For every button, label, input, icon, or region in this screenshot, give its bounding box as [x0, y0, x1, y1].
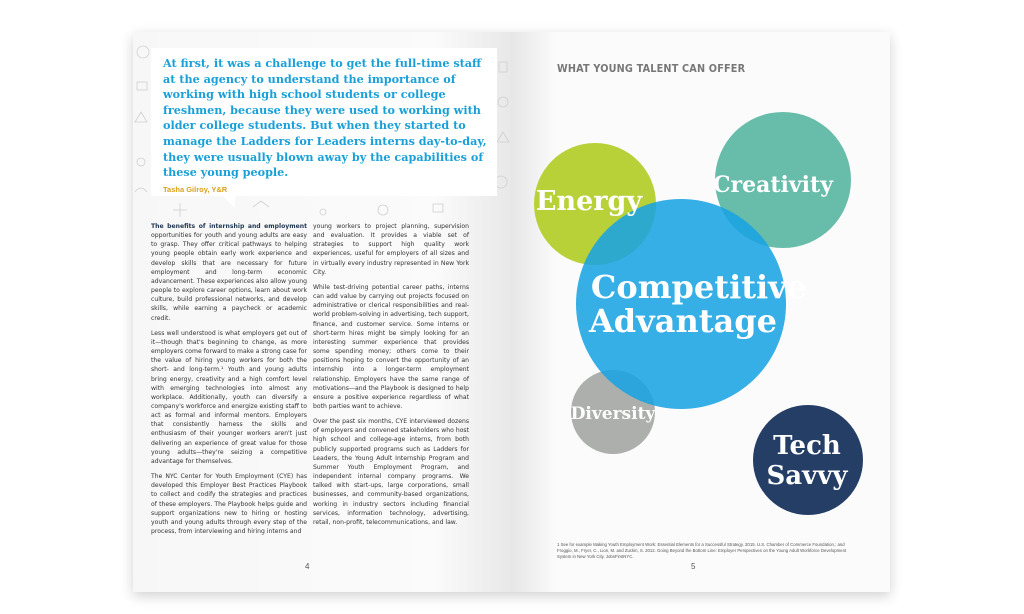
paragraph: Over the past six months, CYE interviewed dozens of employers and convened stakeholders who host high school and college-age interns, from both publicly supported programs such as Ladders for Leaders, the Young Adult Internship Program and Summer Youth Employment Program, and independent internal company programs. We talked with start-ups, large corporations, small businesses, and community-based organizations, working in industry sectors including financial services, information technology, advertising, retail, non-profit, telecommunications, and law.	[313, 418, 469, 526]
right-page	[511, 32, 890, 592]
quote-bubble-tail	[221, 194, 235, 208]
energy-label: Energy	[535, 186, 643, 217]
pull-quote: At first, it was a challenge to get the full-time staff at the agency to understand the importance of working with high school students or college freshmen, because they were used to working with older college students. But when they started to manage the Ladders for Leaders interns day-to-day, they were usually blown away by the capabilities of these young people.	[163, 56, 487, 180]
tech-label: Tech	[773, 431, 841, 461]
page-number: 4	[305, 562, 310, 571]
diversity-label: Diversity	[570, 404, 656, 424]
paragraph: While test-driving potential career paths, interns can add value by carrying out projects focused on administrative or clerical responsibilities and real-world problem-solving in advertising, tech support, finance, and customer service. Some interns or short-term hires might be simply looking for an interesting summer experience that provides some spending money; others come to their positions hoping to convert the opportunity of an internship into a longer-term employment relationship. Employers have the same range of motivations—and the Playbook is designed to help ensure a positive experience regardless of what both parties want to achieve.	[313, 283, 469, 410]
pull-quote-box	[151, 48, 497, 196]
brochure-spread	[133, 32, 890, 592]
paragraph: The NYC Center for Youth Employment (CYE) has developed this Employer Best Practices Playbook to collect and codify the strategies and practices of these employers. The Playbook helps guide and support organizations new to hiring or hosting youth and young adults through every step of the process, from interviewing and hiring interns and	[151, 473, 307, 535]
paragraph: young workers to project planning, supervision and evaluation. It provides a viable set of strategies to support high quality work experiences, useful for employers of all sizes and in virtually every industry represented in New York City.	[313, 223, 469, 276]
quote-attribution: Tasha Gilroy, Y&R	[163, 185, 228, 194]
footnote: 1 See for example Making Youth Employment Work: Essential Elements for a Successful Strategy. 2015. U.S. Chamber of Commerce Foundation.; and Froggio, M., Fryer, C., Lion, M. and Zuckin, S. 2012. Going Beyond the Bottom Line: Employer Perspectives on the Young Adult Workforce Development System in New York City. JobsFirstNYC.	[557, 542, 847, 559]
competitive-label: Competitive	[590, 268, 808, 306]
body-column-2	[313, 222, 469, 533]
section-heading: WHAT YOUNG TALENT CAN OFFER	[557, 62, 746, 75]
paragraph	[151, 222, 307, 323]
creativity-label: Creativity	[713, 172, 833, 198]
left-page	[133, 32, 511, 592]
page-number: 5	[691, 562, 696, 571]
body-column-1	[151, 222, 307, 542]
advantage-label: Advantage	[588, 302, 778, 340]
paragraph: Less well understood is what employers get out of it—though that's beginning to change, as more employers come forward to make a strong case for the value of hiring young workers for both the short- and long-term.¹ Youth and young adults bring energy, creativity and a high comfort level with emerging technologies into almost any workplace. Additionally, youth can diversify a company's workforce and energize existing staff to act as formal and informal mentors. Employers that consistently harness the skills and enthusiasm of their younger workers aren't just delivering an experience of great value for those young adults—they're seizing a competitive advantage for themselves.	[151, 329, 307, 465]
paragraph-text: opportunities for youth and young adults are easy to grasp. They offer critical pathways to helping young people obtain early work experience and develop skills that are necessary for future employment and long-term economic advancement. These experiences also allow young people to explore career options, learn about work culture, build professional networks, and develop skills, while earning a paycheck or academic credit.	[151, 232, 307, 322]
savvy-label: Savvy	[766, 461, 848, 491]
venn-circles	[511, 32, 890, 592]
paragraph-lead: The benefits of internship and employment	[151, 223, 307, 230]
